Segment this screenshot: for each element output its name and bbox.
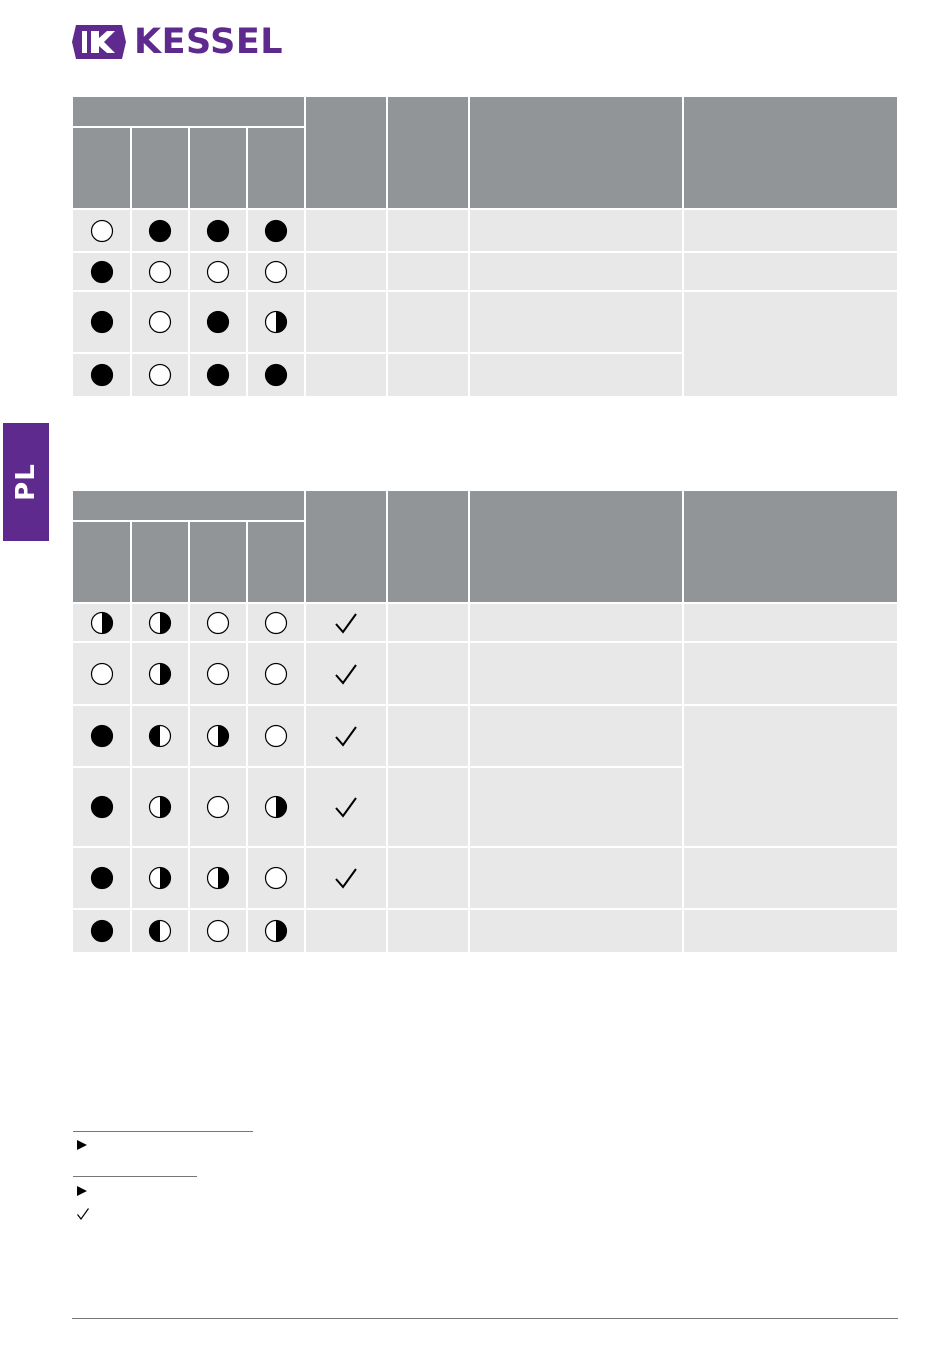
check-cell [305, 252, 387, 291]
data-cell [387, 847, 469, 909]
indicator-cell [73, 353, 131, 397]
data-cell [683, 252, 898, 291]
indicator-cell [189, 642, 247, 705]
filled-circle-icon [206, 310, 230, 334]
indicator-cell [247, 847, 305, 909]
filled-circle-icon [90, 866, 114, 890]
filled-circle-icon [264, 219, 288, 243]
status-table-1 [73, 97, 899, 398]
half-right-circle-icon [148, 611, 172, 635]
table-row [73, 209, 898, 252]
header-cell [469, 491, 683, 603]
data-cell [469, 705, 683, 767]
indicator-cell [73, 291, 131, 353]
half-left-circle-icon [148, 724, 172, 748]
indicator-cell [73, 767, 131, 847]
empty-circle-icon [206, 662, 230, 686]
filled-circle-icon [90, 919, 114, 943]
header-group-cell [73, 491, 305, 521]
indicator-cell [73, 847, 131, 909]
half-right-circle-icon [206, 866, 230, 890]
filled-circle-icon [90, 724, 114, 748]
filled-circle-icon [206, 219, 230, 243]
data-cell [387, 252, 469, 291]
legend-item [76, 1138, 96, 1154]
language-tab [3, 423, 49, 541]
empty-circle-icon [148, 363, 172, 387]
indicator-cell [247, 767, 305, 847]
empty-circle-icon [148, 260, 172, 284]
check-cell [305, 847, 387, 909]
data-cell [469, 209, 683, 252]
check-cell [305, 209, 387, 252]
indicator-cell [247, 353, 305, 397]
indicator-cell [131, 209, 189, 252]
status-table-2 [73, 491, 899, 954]
table-row [73, 603, 898, 642]
data-cell-merged [683, 705, 898, 847]
indicator-cell [189, 705, 247, 767]
header-cell [387, 97, 469, 209]
header-sub-cell [73, 521, 131, 603]
data-cell [387, 603, 469, 642]
empty-circle-icon [206, 919, 230, 943]
arrow-right-icon [76, 1185, 88, 1197]
check-cell [305, 705, 387, 767]
indicator-cell [131, 847, 189, 909]
legend-rule [73, 1176, 197, 1177]
empty-circle-icon [264, 260, 288, 284]
indicator-cell [131, 252, 189, 291]
data-cell [387, 209, 469, 252]
header-cell [305, 97, 387, 209]
half-right-circle-icon [264, 310, 288, 334]
indicator-cell [131, 705, 189, 767]
data-cell [683, 909, 898, 953]
data-cell [387, 909, 469, 953]
indicator-cell [189, 353, 247, 397]
data-cell-merged [683, 291, 898, 397]
filled-circle-icon [264, 363, 288, 387]
indicator-cell [247, 909, 305, 953]
data-cell [469, 767, 683, 847]
check-cell [305, 767, 387, 847]
header-sub-cell [247, 521, 305, 603]
indicator-cell [73, 705, 131, 767]
check-cell [305, 642, 387, 705]
indicator-cell [189, 252, 247, 291]
indicator-cell [247, 642, 305, 705]
empty-circle-icon [206, 611, 230, 635]
indicator-cell [131, 767, 189, 847]
arrow-right-icon [76, 1139, 88, 1151]
table-row [73, 705, 898, 767]
data-cell [683, 209, 898, 252]
data-cell [469, 353, 683, 397]
empty-circle-icon [90, 662, 114, 686]
empty-circle-icon [206, 260, 230, 284]
table-row [73, 847, 898, 909]
indicator-cell [73, 209, 131, 252]
indicator-cell [189, 603, 247, 642]
kessel-logo [72, 22, 283, 62]
empty-circle-icon [264, 866, 288, 890]
data-cell [469, 252, 683, 291]
indicator-cell [247, 603, 305, 642]
half-right-circle-icon [206, 724, 230, 748]
data-cell [387, 705, 469, 767]
half-right-circle-icon [148, 662, 172, 686]
empty-circle-icon [264, 662, 288, 686]
filled-circle-icon [148, 219, 172, 243]
header-sub-cell [131, 521, 189, 603]
empty-circle-icon [148, 310, 172, 334]
legend-rule [73, 1131, 253, 1132]
indicator-cell [73, 603, 131, 642]
header-sub-cell [189, 127, 247, 209]
brand-name: KESSEL [134, 22, 284, 62]
header-cell [683, 97, 898, 209]
half-right-circle-icon [148, 866, 172, 890]
filled-circle-icon [90, 363, 114, 387]
data-cell [387, 642, 469, 705]
check-cell [305, 291, 387, 353]
filled-circle-icon [90, 795, 114, 819]
filled-circle-icon [206, 363, 230, 387]
indicator-cell [247, 209, 305, 252]
indicator-cell [189, 291, 247, 353]
check-icon [333, 724, 359, 748]
table-row [73, 909, 898, 953]
data-cell [387, 767, 469, 847]
empty-circle-icon [264, 611, 288, 635]
indicator-cell [73, 252, 131, 291]
check-icon [333, 611, 359, 635]
indicator-cell [131, 603, 189, 642]
indicator-cell [189, 909, 247, 953]
check-cell [305, 353, 387, 397]
header-cell [387, 491, 469, 603]
data-cell [683, 847, 898, 909]
indicator-cell [131, 291, 189, 353]
indicator-cell [247, 252, 305, 291]
data-cell [469, 847, 683, 909]
header-sub-cell [73, 127, 131, 209]
filled-circle-icon [90, 310, 114, 334]
check-icon [333, 795, 359, 819]
footer-rule [72, 1318, 898, 1319]
indicator-cell [131, 909, 189, 953]
indicator-cell [131, 353, 189, 397]
header-cell [305, 491, 387, 603]
language-label: PL [11, 463, 41, 501]
header-sub-cell [247, 127, 305, 209]
data-cell [469, 909, 683, 953]
check-icon [333, 866, 359, 890]
indicator-cell [189, 767, 247, 847]
empty-circle-icon [206, 795, 230, 819]
data-cell [469, 291, 683, 353]
check-icon [333, 662, 359, 686]
kessel-logo-icon [72, 23, 126, 61]
indicator-cell [189, 847, 247, 909]
half-right-circle-icon [148, 795, 172, 819]
indicator-cell [189, 209, 247, 252]
data-cell [387, 353, 469, 397]
table-row [73, 291, 898, 353]
data-cell [469, 642, 683, 705]
data-cell [683, 603, 898, 642]
table-row [73, 642, 898, 705]
header-sub-cell [131, 127, 189, 209]
table-row [73, 252, 898, 291]
header-cell [683, 491, 898, 603]
legend-item [76, 1184, 96, 1200]
header-sub-cell [189, 521, 247, 603]
empty-circle-icon [90, 219, 114, 243]
header-cell [469, 97, 683, 209]
check-cell [305, 603, 387, 642]
indicator-cell [247, 291, 305, 353]
half-right-circle-icon [264, 919, 288, 943]
header-group-cell [73, 97, 305, 127]
filled-circle-icon [90, 260, 114, 284]
empty-circle-icon [264, 724, 288, 748]
half-right-circle-icon [264, 795, 288, 819]
indicator-cell [73, 642, 131, 705]
half-left-circle-icon [148, 919, 172, 943]
half-right-circle-icon [90, 611, 114, 635]
data-cell [387, 291, 469, 353]
data-cell [683, 642, 898, 705]
data-cell [469, 603, 683, 642]
indicator-cell [131, 642, 189, 705]
indicator-cell [247, 705, 305, 767]
indicator-cell [73, 909, 131, 953]
check-icon [76, 1207, 90, 1221]
check-cell [305, 909, 387, 953]
legend-item [76, 1207, 96, 1223]
